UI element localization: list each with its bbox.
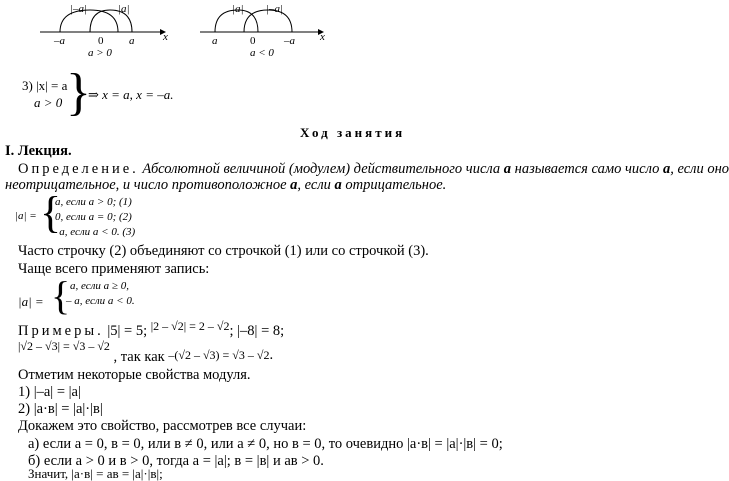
definition-line2b: , если — [297, 177, 335, 193]
examples-line — [18, 319, 285, 340]
paragraph-3: Отметим некоторые свойства модуля. — [18, 367, 251, 383]
definition-a1: a — [503, 161, 512, 177]
example-2: |2 – √2| = 2 – √2 — [150, 319, 230, 333]
formula2-lhs: |a| = — [18, 294, 44, 309]
definition-a3: a — [290, 177, 298, 193]
examples-word: Примеры. — [18, 323, 104, 339]
example2-mid: , так как — [113, 349, 165, 365]
definition-text1: Абсолютной величиной (модулем) действительного числа — [142, 161, 504, 177]
condition: a > 0 — [88, 47, 112, 59]
formula1-row2: 0, если a = 0; (2) — [55, 211, 132, 223]
property-1: 1) |–a| = |a| — [18, 384, 81, 400]
paragraph-1: Часто строчку (2) объединяют со строчкой (1) или со строчкой (3). — [18, 243, 429, 259]
paragraph-2: Чаще всего применяют запись: — [18, 261, 210, 277]
example-3: ; |–8| = 8; — [229, 323, 285, 339]
paragraph-4: Докажем это свойство, рассмотрев все случаи: — [18, 418, 307, 434]
example-1: |5| = 5; — [107, 323, 148, 339]
definition-line1 — [18, 161, 729, 178]
tick-zero: 0 — [98, 35, 104, 47]
formula1-brace: { — [40, 188, 62, 237]
formula1-lhs: |a| = — [15, 210, 37, 222]
axis-x: x — [163, 31, 168, 43]
formula1-row3: – a, если a < 0. (3) — [51, 226, 136, 238]
case3-result: ⇒ x = a, x = –a. — [88, 87, 174, 102]
definition-line2 — [5, 177, 446, 194]
example2-line — [18, 339, 274, 365]
formula1-row1: a, если a > 0; (1) — [55, 196, 132, 208]
tick-zero: 0 — [250, 35, 256, 47]
label-neg-abs: |–a| — [266, 3, 284, 15]
case3-brace: } — [66, 64, 91, 121]
number-line-diagrams — [0, 0, 704, 60]
case-b: б) если a > 0 и в > 0, тогда a = |a|; в = |в| и aв > 0. — [28, 453, 324, 469]
formula2-row2: – a, если a < 0. — [66, 295, 135, 307]
definition-line2a: неотрицательное, и число противоположное — [5, 177, 291, 193]
example2-lhs: |√2 – √3| = √3 – √2 — [18, 339, 110, 353]
axis-x: x — [320, 31, 325, 43]
conclusion: Значит, |a·в| = aв = |a|·|в|; — [28, 466, 163, 481]
tick-a: a — [212, 35, 218, 47]
definition-line2c: отрицательное. — [341, 177, 447, 193]
case3-line1: 3) |x| = a — [22, 78, 68, 93]
case3-line2: a > 0 — [34, 95, 63, 110]
lesson-heading: Ход занятия — [300, 125, 406, 140]
definition-word: Определение. — [18, 161, 139, 177]
tick-a: a — [129, 35, 135, 47]
condition: a < 0 — [250, 47, 274, 59]
section-title: I. Лекция. — [5, 143, 72, 159]
example2-dot: . — [269, 347, 274, 363]
formula2-brace: { — [51, 273, 71, 318]
definition-text2: называется само число — [511, 161, 663, 177]
definition-text3: , если оно — [670, 161, 729, 177]
label-neg-abs: |–a| — [70, 3, 88, 15]
label-pos-abs: |a| — [232, 3, 244, 15]
tick-minus-a: –a — [54, 35, 65, 47]
tick-minus-a: –a — [284, 35, 295, 47]
number-line-left — [40, 3, 168, 59]
case-a: а) если a = 0, в = 0, или в ≠ 0, или a ≠ 0, но в = 0, то очевидно |a·в| = |a|·|в| = 0; — [28, 436, 503, 452]
definition-a2: a — [662, 161, 671, 177]
example2-rhs: –(√2 – √3) = √3 – √2 — [168, 348, 270, 362]
number-line-right — [200, 3, 325, 59]
definition-a4: a — [334, 177, 342, 193]
label-pos-abs: |a| — [118, 3, 130, 15]
property-2: 2) |a·в| = |a|·|в| — [18, 401, 103, 417]
formula2-row1: a, если a ≥ 0, — [70, 280, 129, 292]
